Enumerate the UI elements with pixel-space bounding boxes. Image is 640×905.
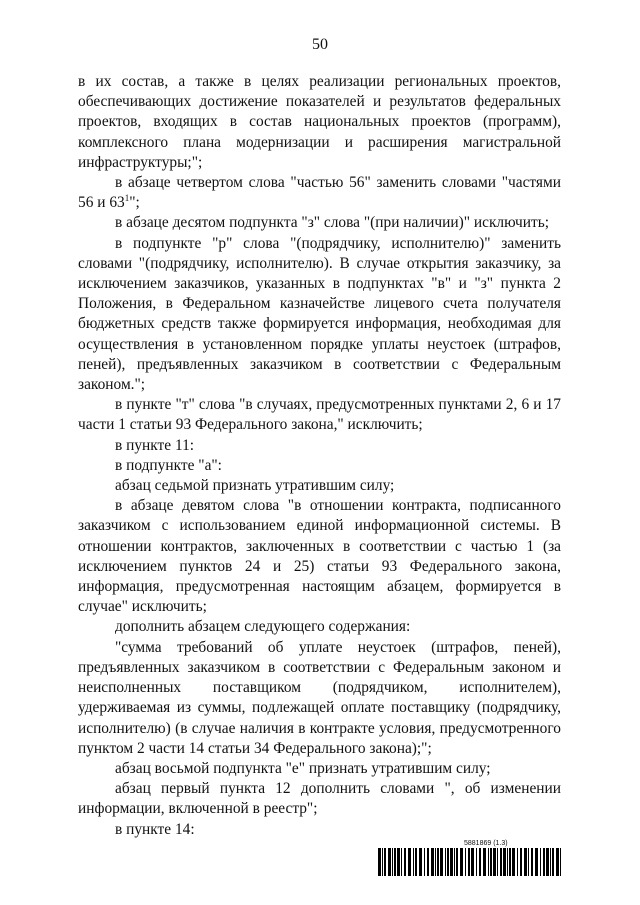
paragraph: абзац первый пункта 12 дополнить словами ", об изменении информации, включенной в реестр";	[78, 780, 561, 818]
paragraph: в пункте 14:	[115, 820, 195, 838]
paragraph: в абзаце десятом подпункта "з" слова "(при наличии)" исключить;	[115, 214, 550, 232]
paragraph: в абзаце девятом слова "в отношении контракта, подписанного заказчиком с использованием единой информационной системы. В отношении контрактов, заключенных в соответствии с частью 1 (за исключением пунктов 24 и 25) статьи 93 Федерального закона, информация, предусмотренная настоящим абзацем, формируется в случае" исключить;	[78, 497, 561, 616]
document-body	[78, 72, 561, 840]
paragraph: абзац седьмой признать утратившим силу;	[115, 477, 395, 495]
paragraph: в пункте 11:	[115, 436, 195, 454]
paragraph: "сумма требований об уплате неустоек (штрафов, пеней), предъявленных заказчиком в соответствии с Федеральным законом и неисполненных поставщиком (подрядчиком, исполнителем), удерживаемая из суммы, подлежащей оплате поставщику (подрядчику, исполнителю) (в случае наличия в контракте условия, предусмотренного пунктом 2 части 14 статьи 34 Федерального закона);";	[78, 638, 561, 757]
barcode-icon	[378, 848, 562, 876]
paragraph: абзац восьмой подпункта "е" признать утратившим силу;	[115, 759, 491, 777]
page-number: 50	[312, 36, 328, 53]
paragraph: дополнить абзацем следующего содержания:	[115, 618, 411, 636]
paragraph: в абзаце четвертом слова "частью 56" заменить словами "частями 56 и $63^1$";	[78, 174, 561, 212]
paragraph: в их состав, а также в целях реализации региональных проектов, обеспечивающих достижение показателей и результатов федеральных проектов, входящих в состав национальных проектов (программ), комплексного плана модернизации и расширения магистральной инфраструктуры;";	[78, 73, 561, 171]
paragraph: в подпункте "а":	[115, 456, 222, 474]
paragraph: в пункте "т" слова "в случаях, предусмотренных пунктами 2, 6 и 17 части 1 статьи 93 Федерального закона," исключить;	[78, 396, 561, 434]
document-code: 5881869 (1.3)	[464, 840, 508, 847]
paragraph: в подпункте "р" слова "(подрядчику, исполнителю)" заменить словами "(подрядчику, исполнителю). В случае открытия заказчику, за исключением заказчиков, указанных в подпунктах "в" и "з" пункта 2 Положения, в Федеральном казначействе лицевого счета получателя бюджетных средств также формируется информация, необходимая для осуществления в установленном порядке уплаты неустоек (штрафов, пеней), предъявленных заказчиком в соответствии с Федеральным законом.";	[78, 234, 561, 394]
